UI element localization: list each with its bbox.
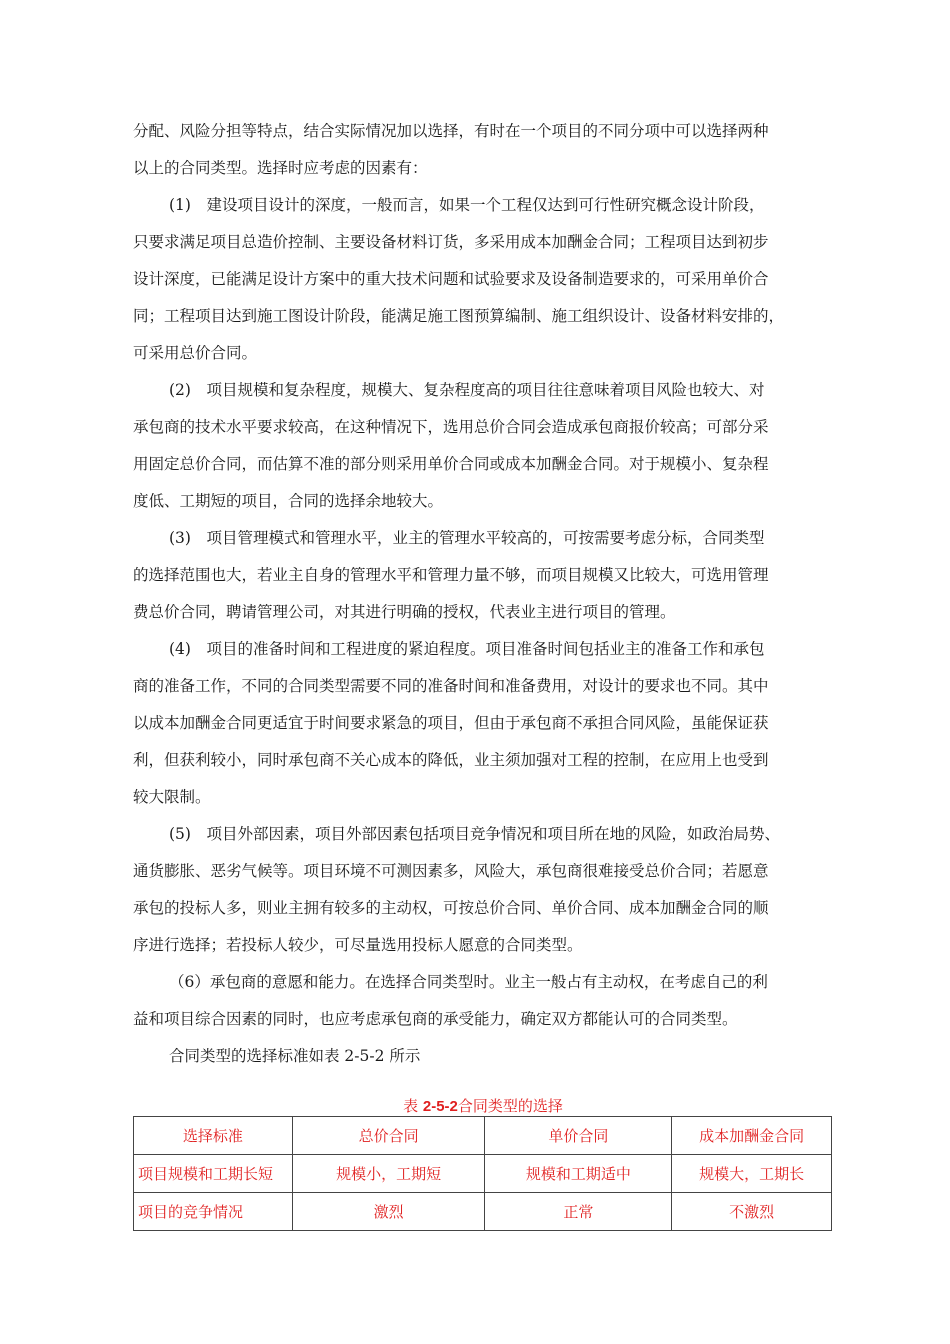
- text-line: 较大限制。: [133, 788, 211, 806]
- text-line: 通货膨胀、恶劣气候等。项目环境不可测因素多，风险大，承包商很难接受总价合同；若愿意: [133, 862, 769, 880]
- text-line: 承包的投标人多，则业主拥有较多的主动权，可按总价合同、单价合同、成本加酬金合同的顺: [133, 899, 769, 917]
- header-cell: 成本加酬金合同: [672, 1117, 832, 1155]
- text-line: 只要求满足项目总造价控制、主要设备材料订货，多采用成本加酬金合同；工程项目达到初步: [133, 233, 769, 251]
- body-text: [133, 113, 833, 1075]
- table-cell: 规模和工期适中: [485, 1155, 672, 1193]
- text-line: 以成本加酬金合同更适宜于时间要求紧急的项目，但由于承包商不承担合同风险，虽能保证获: [133, 714, 769, 732]
- text-line: (4) 项目的准备时间和工程进度的紧迫程度。项目准备时间包括业主的准备工作和承包: [169, 640, 765, 658]
- table-caption: [133, 1096, 833, 1117]
- text-line: 分配、风险分担等特点，结合实际情况加以选择，有时在一个项目的不同分项中可以选择两种: [133, 122, 769, 140]
- table-cell: 激烈: [292, 1193, 485, 1231]
- text-line: 益和项目综合因素的同时，也应考虑承包商的承受能力，确定双方都能认可的合同类型。: [133, 1010, 738, 1028]
- text-line: 同；工程项目达到施工图设计阶段，能满足施工图预算编制、施工组织设计、设备材料安排的，: [133, 307, 785, 325]
- table-cell: 项目规模和工期长短: [134, 1155, 293, 1193]
- table-cell: 规模小，工期短: [292, 1155, 485, 1193]
- text-line: (1) 建设项目设计的深度，一般而言，如果一个工程仅达到可行性研究概念设计阶段，: [169, 196, 765, 214]
- text-line: (2) 项目规模和复杂程度，规模大、复杂程度高的项目往往意味着项目风险也较大、对: [169, 381, 765, 399]
- table-cell: 项目的竞争情况: [134, 1193, 293, 1231]
- text-line: （6）承包商的意愿和能力。在选择合同类型时。业主一般占有主动权，在考虑自己的利: [169, 973, 768, 991]
- header-cell: 总价合同: [292, 1117, 485, 1155]
- caption-prefix: 表: [403, 1097, 423, 1115]
- text-line: 承包商的技术水平要求较高，在这种情况下，选用总价合同会造成承包商报价较高；可部分采: [133, 418, 769, 436]
- text-line: (5) 项目外部因素，项目外部因素包括项目竞争情况和项目所在地的风险，如政治局势、: [169, 825, 780, 843]
- caption-number: 2-5-2: [422, 1098, 458, 1115]
- text-line: 用固定总价合同，而估算不准的部分则采用单价合同或成本加酬金合同。对于规模小、复杂程: [133, 455, 769, 473]
- text-line: (3) 项目管理模式和管理水平，业主的管理水平较高的，可按需要考虑分标，合同类型: [169, 529, 765, 547]
- contract-selection-table: [133, 1116, 832, 1231]
- text-line: 以上的合同类型。选择时应考虑的因素有：: [133, 159, 428, 177]
- text-line: 合同类型的选择标准如表 2-5-2 所示: [169, 1047, 421, 1065]
- text-line: 的选择范围也大，若业主自身的管理水平和管理力量不够，而项目规模又比较大，可选用管理: [133, 566, 769, 584]
- text-line: 可采用总价合同。: [133, 344, 258, 362]
- table-cell: 规模大，工期长: [672, 1155, 832, 1193]
- table-header-row: [134, 1117, 832, 1155]
- text-line: 度低、工期短的项目，合同的选择余地较大。: [133, 492, 444, 510]
- text-line: 商的准备工作，不同的合同类型需要不同的准备时间和准备费用，对设计的要求也不同。其中: [133, 677, 769, 695]
- caption-title: 合同类型的选择: [457, 1097, 563, 1115]
- header-cell: 单价合同: [485, 1117, 672, 1155]
- table-row: [134, 1155, 832, 1193]
- text-line: 费总价合同，聘请管理公司，对其进行明确的授权，代表业主进行项目的管理。: [133, 603, 676, 621]
- text-line: 利，但获利较小，同时承包商不关心成本的降低，业主须加强对工程的控制，在应用上也受到: [133, 751, 769, 769]
- text-line: 设计深度，已能满足设计方案中的重大技术问题和试验要求及设备制造要求的，可采用单价合: [133, 270, 769, 288]
- table-cell: 正常: [485, 1193, 672, 1231]
- header-cell: 选择标准: [134, 1117, 293, 1155]
- table-cell: 不激烈: [672, 1193, 832, 1231]
- text-line: 序进行选择；若投标人较少，可尽量选用投标人愿意的合同类型。: [133, 936, 583, 954]
- table-row: [134, 1193, 832, 1231]
